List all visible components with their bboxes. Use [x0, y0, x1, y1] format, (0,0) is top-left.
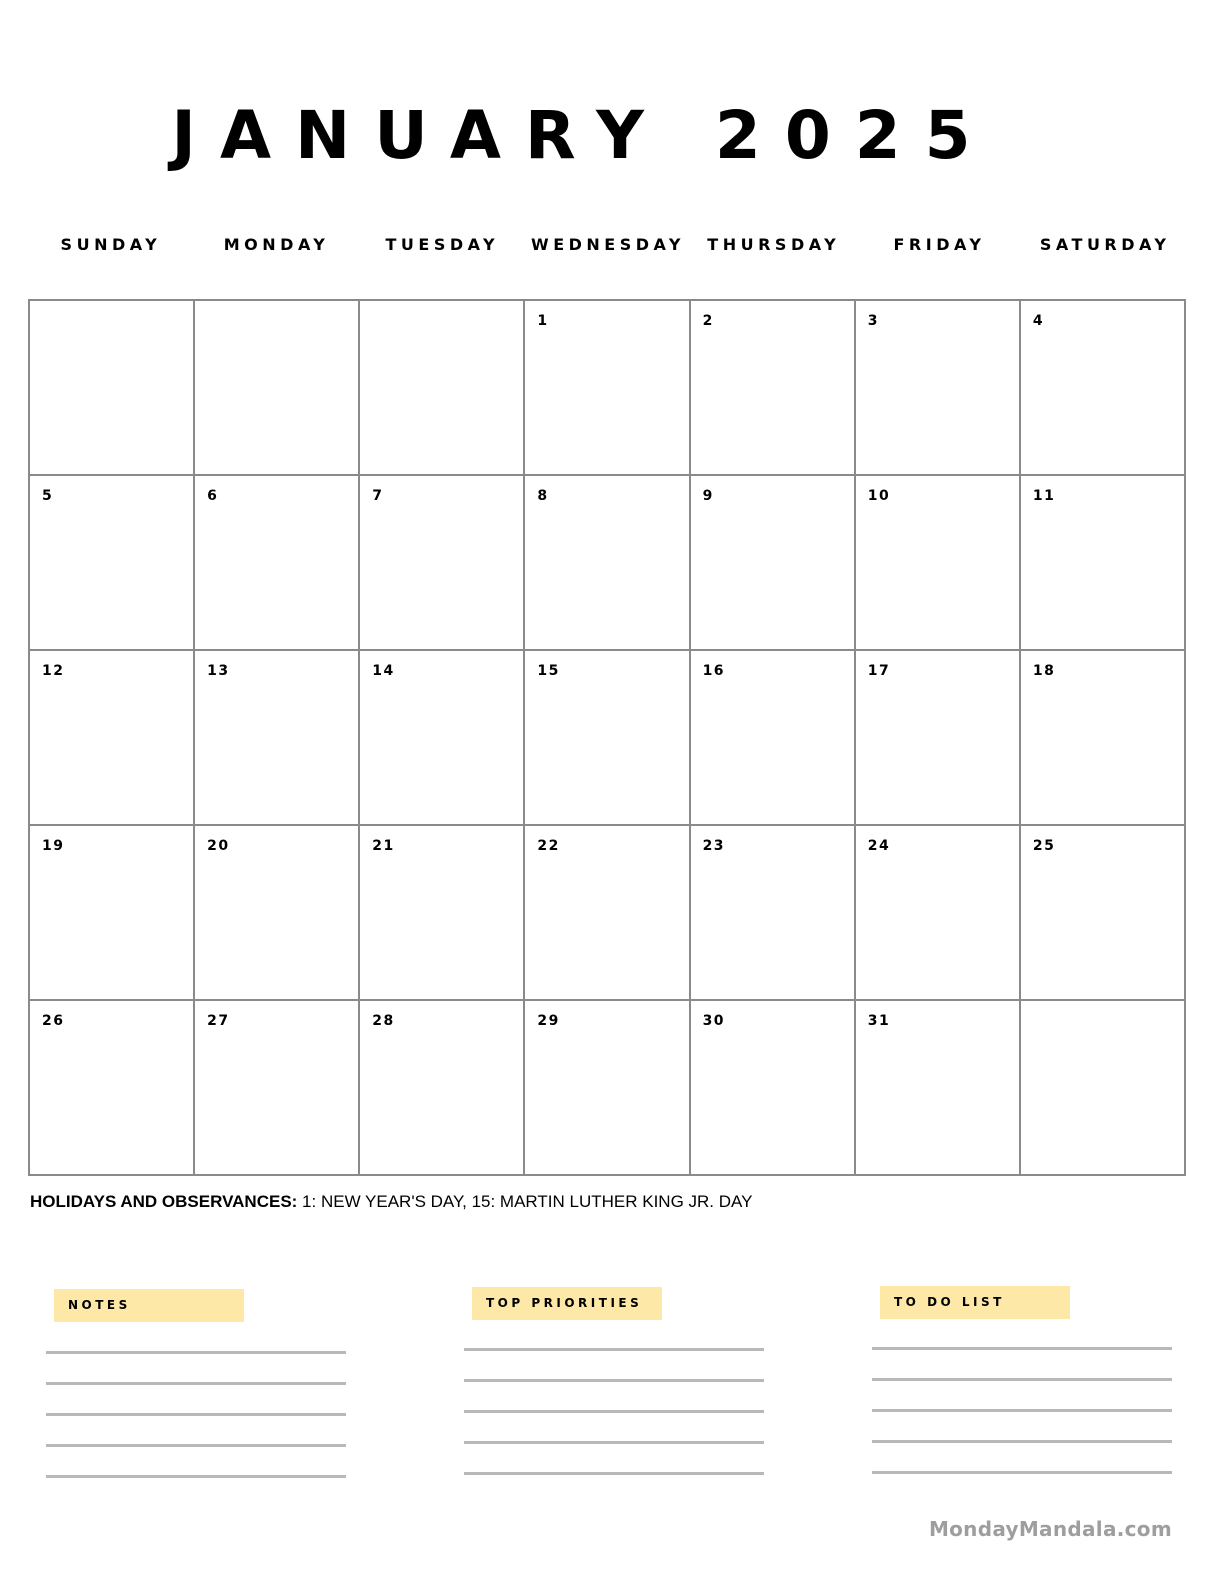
weekday-thursday: THURSDAY	[707, 235, 841, 254]
top-priorities-line[interactable]	[464, 1441, 764, 1444]
brand-watermark: MondayMandala.com	[928, 1517, 1172, 1541]
day-number: 30	[702, 1013, 726, 1029]
notes-line[interactable]	[46, 1444, 346, 1447]
top-priorities-line[interactable]	[464, 1379, 764, 1382]
day-cell[interactable]	[360, 826, 525, 1001]
day-cell[interactable]	[360, 1001, 525, 1176]
day-cell[interactable]	[856, 476, 1021, 651]
day-number: 10	[867, 488, 891, 504]
day-cell[interactable]	[856, 1001, 1021, 1176]
day-number: 6	[207, 488, 219, 504]
weekday-friday: FRIDAY	[893, 235, 986, 254]
day-cell[interactable]	[691, 826, 856, 1001]
notes-lines	[46, 1351, 346, 1506]
day-number: 17	[867, 663, 891, 679]
day-number: 3	[867, 313, 879, 329]
notes-label: NOTES	[54, 1289, 244, 1322]
notes-line[interactable]	[46, 1475, 346, 1478]
day-number: 9	[702, 488, 714, 504]
top-priorities-line[interactable]	[464, 1472, 764, 1475]
day-cell[interactable]	[691, 651, 856, 826]
weekday-header-row	[28, 232, 1188, 258]
day-number: 29	[537, 1013, 560, 1029]
day-number: 18	[1032, 663, 1056, 679]
weekday-monday: MONDAY	[223, 235, 330, 254]
day-number: 8	[537, 488, 549, 504]
day-number: 23	[702, 838, 726, 854]
holidays-label: HOLIDAYS AND OBSERVANCES:	[30, 1192, 298, 1211]
day-cell[interactable]	[525, 651, 690, 826]
top-priorities-label: TOP PRIORITIES	[472, 1287, 662, 1320]
weekday-wednesday: WEDNESDAY	[531, 235, 685, 254]
page-title: JANUARY 2025	[171, 97, 995, 174]
day-cell[interactable]	[195, 1001, 360, 1176]
day-number: 20	[207, 838, 230, 854]
day-cell[interactable]	[1021, 651, 1186, 826]
day-number: 15	[537, 663, 560, 679]
todo-line[interactable]	[872, 1378, 1172, 1381]
day-cell[interactable]	[1021, 826, 1186, 1001]
day-number: 31	[867, 1013, 891, 1029]
weekday-tuesday: TUESDAY	[385, 235, 500, 254]
day-cell[interactable]	[856, 826, 1021, 1001]
day-number: 27	[207, 1013, 230, 1029]
day-cell[interactable]	[525, 476, 690, 651]
day-cell[interactable]	[195, 476, 360, 651]
day-cell[interactable]	[1021, 301, 1186, 476]
day-number: 16	[702, 663, 726, 679]
day-cell[interactable]	[1021, 1001, 1186, 1176]
day-cell[interactable]	[691, 476, 856, 651]
day-number: 11	[1032, 488, 1056, 504]
day-number: 19	[42, 838, 65, 854]
day-cell[interactable]	[360, 301, 525, 476]
day-cell[interactable]	[856, 301, 1021, 476]
day-number: 12	[42, 663, 65, 679]
todo-line[interactable]	[872, 1409, 1172, 1412]
notes-line[interactable]	[46, 1382, 346, 1385]
day-number: 28	[372, 1013, 395, 1029]
day-cell[interactable]	[360, 651, 525, 826]
day-number: 5	[42, 488, 54, 504]
top-priorities-line[interactable]	[464, 1410, 764, 1413]
day-number: 24	[867, 838, 891, 854]
day-cell[interactable]	[525, 301, 690, 476]
calendar-grid	[28, 299, 1186, 1176]
notes-line[interactable]	[46, 1413, 346, 1416]
day-cell[interactable]	[30, 1001, 195, 1176]
day-number: 1	[537, 313, 549, 329]
day-cell[interactable]	[30, 651, 195, 826]
day-cell[interactable]	[856, 651, 1021, 826]
day-number: 14	[372, 663, 395, 679]
top-priorities-line[interactable]	[464, 1348, 764, 1351]
day-cell[interactable]	[691, 301, 856, 476]
day-number: 2	[702, 313, 714, 329]
day-number: 7	[372, 488, 384, 504]
day-number: 13	[207, 663, 230, 679]
day-number: 22	[537, 838, 560, 854]
todo-lines	[872, 1347, 1172, 1502]
todo-label: TO DO LIST	[880, 1286, 1070, 1319]
holidays-line	[30, 1190, 752, 1214]
day-cell[interactable]	[525, 826, 690, 1001]
day-number: 4	[1032, 313, 1045, 329]
day-cell[interactable]	[1021, 476, 1186, 651]
day-number: 21	[372, 838, 395, 854]
notes-line[interactable]	[46, 1351, 346, 1354]
weekday-saturday: SATURDAY	[1039, 235, 1171, 254]
day-cell[interactable]	[195, 826, 360, 1001]
todo-line[interactable]	[872, 1440, 1172, 1443]
day-cell[interactable]	[195, 301, 360, 476]
todo-line[interactable]	[872, 1347, 1172, 1350]
day-cell[interactable]	[30, 826, 195, 1001]
day-cell[interactable]	[195, 651, 360, 826]
day-cell[interactable]	[360, 476, 525, 651]
day-cell[interactable]	[691, 1001, 856, 1176]
day-number: 26	[42, 1013, 65, 1029]
holidays-text: 1: NEW YEAR'S DAY, 15: MARTIN LUTHER KING JR. DAY	[297, 1192, 753, 1211]
day-number: 25	[1032, 838, 1056, 854]
todo-line[interactable]	[872, 1471, 1172, 1474]
day-cell[interactable]	[30, 476, 195, 651]
weekday-sunday: SUNDAY	[60, 235, 162, 254]
day-cell[interactable]	[525, 1001, 690, 1176]
top-priorities-lines	[464, 1348, 764, 1503]
day-cell[interactable]	[30, 301, 195, 476]
